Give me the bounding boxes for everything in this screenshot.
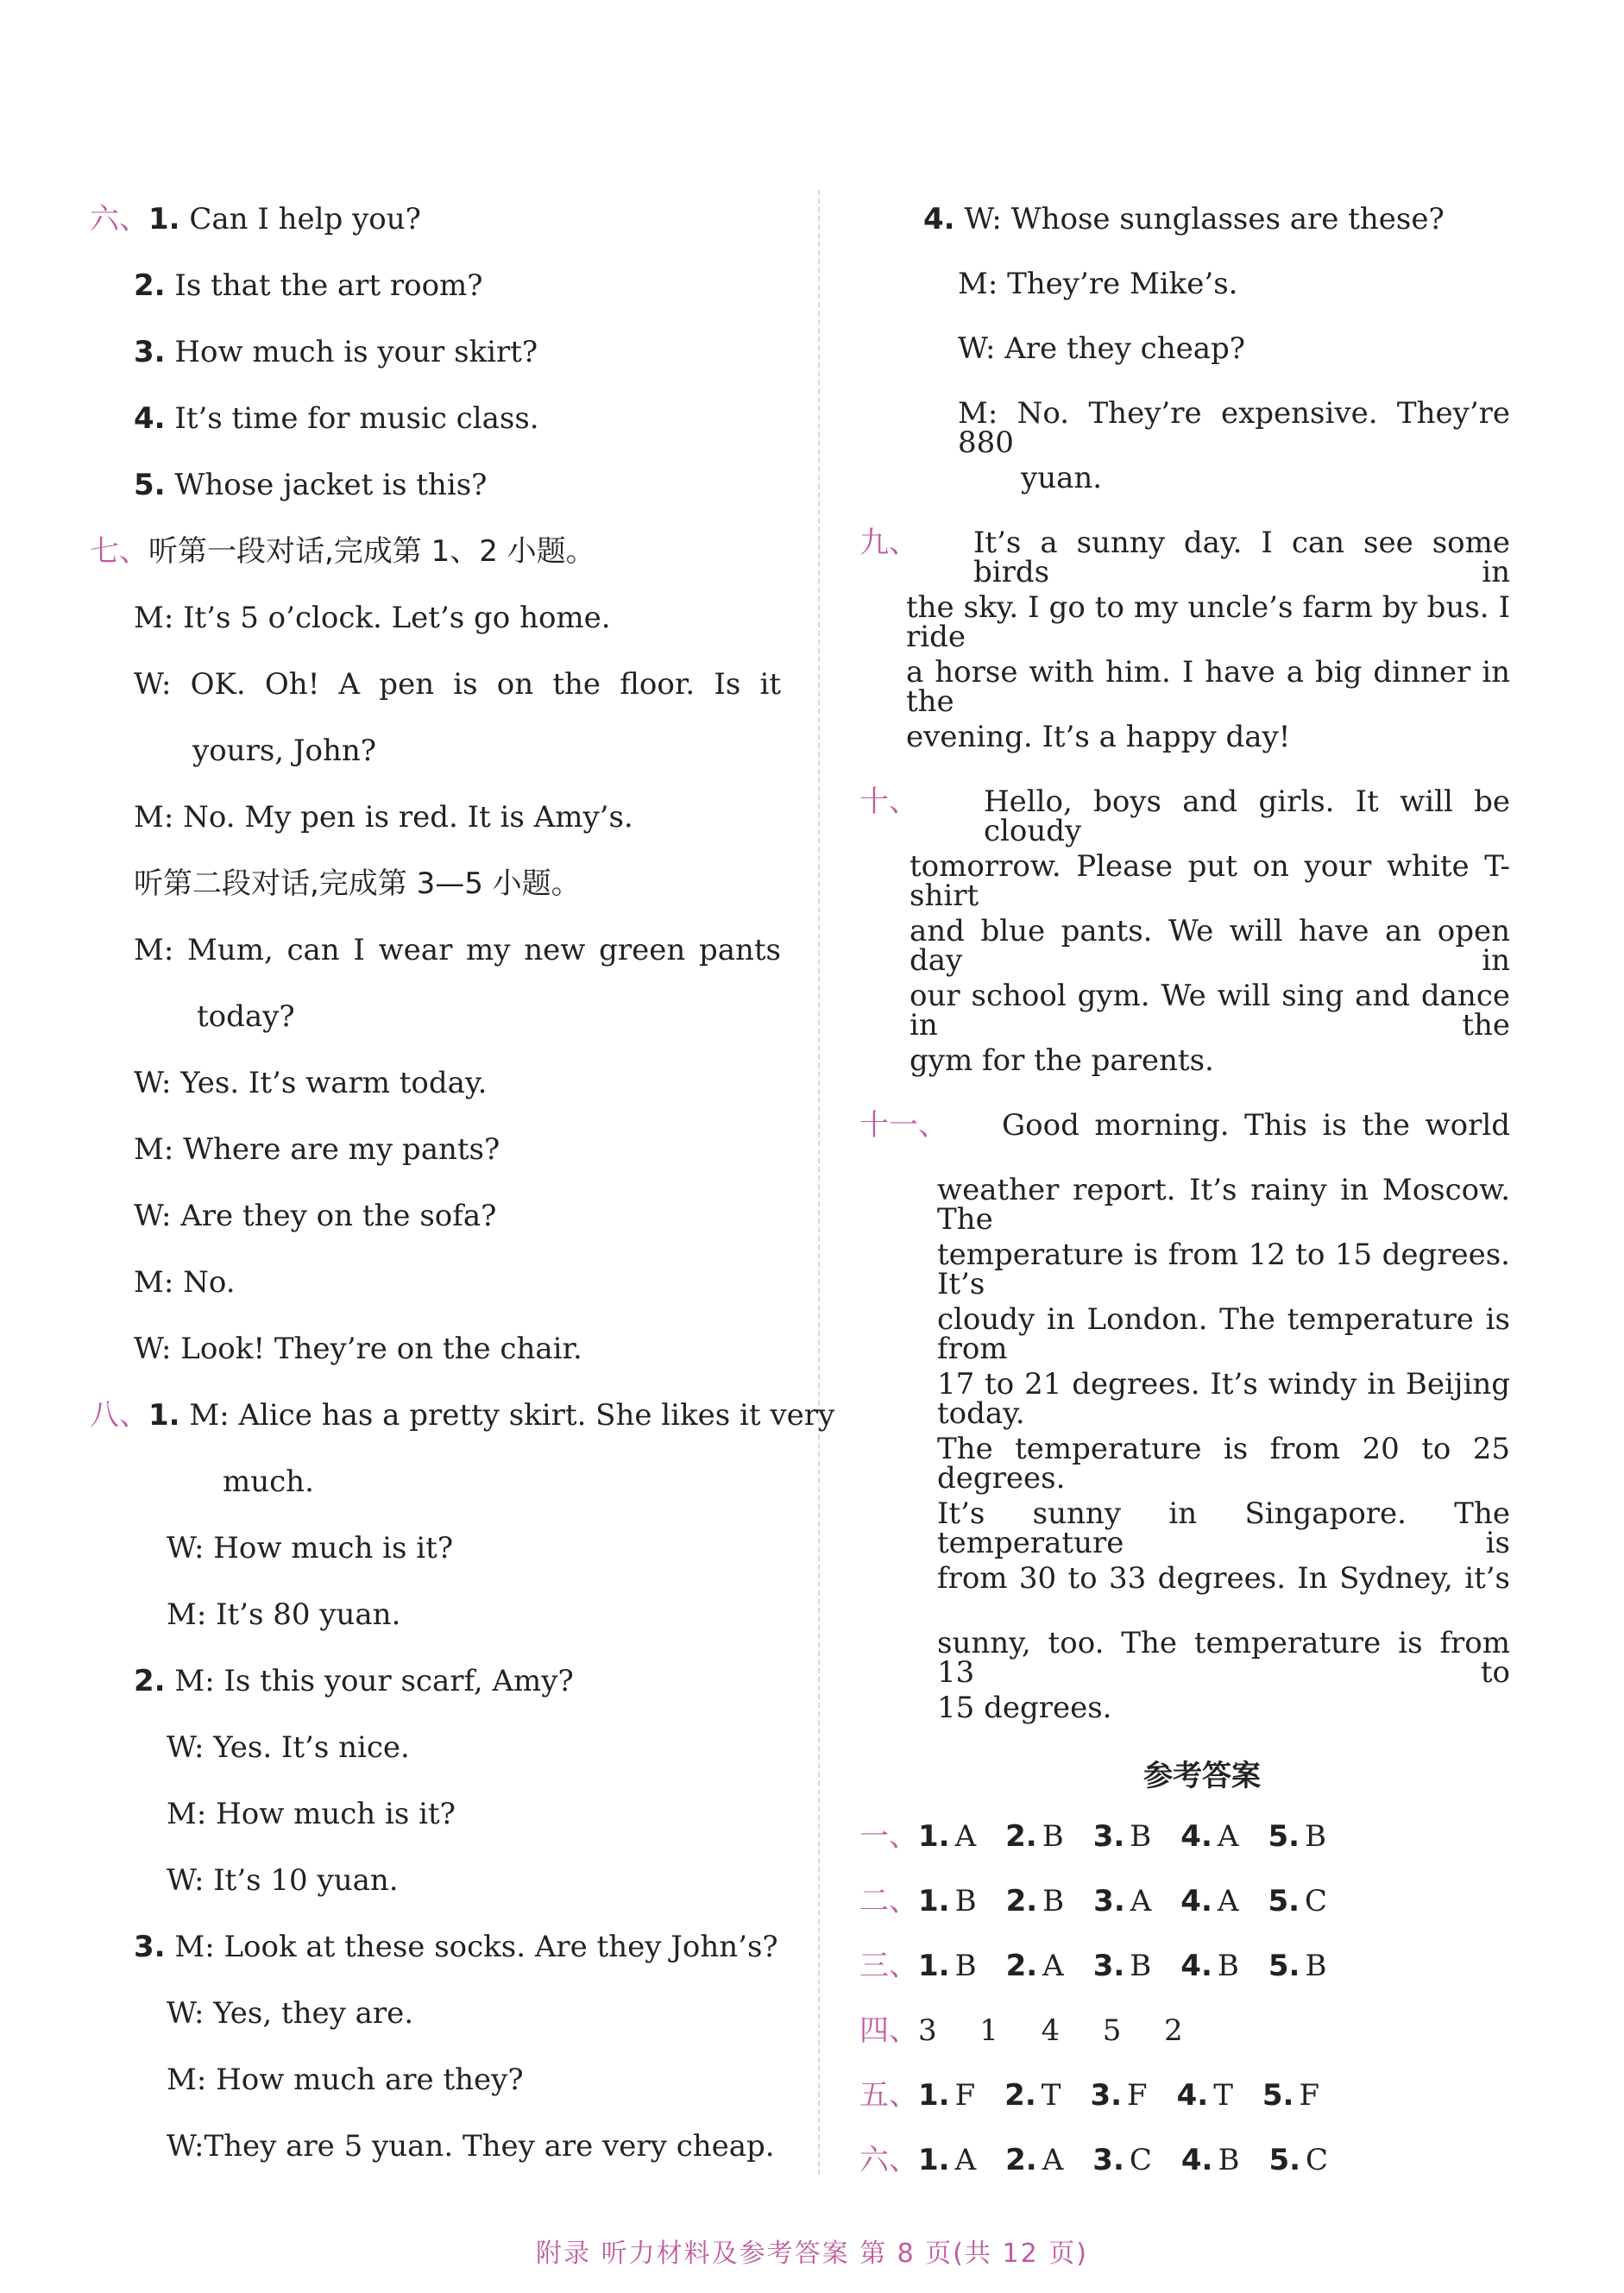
- s7-dialog-line: M: Mum, can I wear my new green pants: [134, 933, 781, 967]
- s7-instruction-1: 七、听第一段对话,完成第 1、2 小题。: [90, 534, 595, 569]
- section-marker: 十一、: [859, 1108, 947, 1143]
- s6-item-3: 3. How much is your skirt?: [134, 335, 538, 369]
- s8-q1-line: M: It’s 80 yuan.: [167, 1597, 401, 1632]
- section-marker: 七、: [90, 534, 148, 569]
- s7-dialog-line: M: Where are my pants?: [134, 1132, 500, 1167]
- s7-dialog-line: yours, John?: [192, 734, 377, 768]
- s8-q4-line: M: No. They’re expensive. They’re 880: [958, 396, 1510, 460]
- answer-row: 三、1. B 2. A 3. B 4. B 5. B: [859, 1949, 1327, 1983]
- column-divider: [818, 190, 820, 2175]
- section-marker: 八、: [90, 1398, 148, 1433]
- answer-row: 一、1. A 2. B 3. B 4. A 5. B: [859, 1819, 1327, 1854]
- s8-q4-line: yuan.: [1021, 461, 1103, 495]
- s8-q2-line: 2. M: Is this your scarf, Amy?: [134, 1664, 574, 1698]
- s6-item-2: 2. Is that the art room?: [134, 268, 483, 303]
- s8-q1-line: W: How much is it?: [167, 1531, 454, 1565]
- section-marker: 十、: [859, 784, 918, 819]
- s8-q1-line: much.: [223, 1465, 314, 1499]
- s11-line: 15 degrees.: [937, 1691, 1112, 1725]
- s7-dialog-line: W: OK. Oh! A pen is on the floor. Is it: [134, 667, 781, 702]
- s7-dialog-line: W: Look! They’re on the chair.: [134, 1332, 582, 1366]
- s8-q3-line: 3. M: Look at these socks. Are they John’s?: [134, 1930, 778, 1964]
- s8-q3-line: W: Yes, they are.: [167, 1996, 414, 2031]
- s8-q3-line: W:They are 5 yuan. They are very cheap.: [167, 2129, 775, 2164]
- section-marker: 九、: [859, 526, 918, 560]
- s6-item-4: 4. It’s time for music class.: [134, 401, 539, 436]
- s8-q3-line: M: How much are they?: [167, 2063, 524, 2097]
- answer-row: 二、1. B 2. B 3. A 4. A 5. C: [859, 1884, 1328, 1918]
- s11-line: cloudy in London. The temperature is from: [937, 1302, 1510, 1366]
- s7-instruction-2: 听第二段对话,完成第 3—5 小题。: [134, 866, 581, 901]
- s8-q1-line: 八、1. M: Alice has a pretty skirt. She likes it very: [90, 1398, 835, 1433]
- s7-dialog-line: W: Are they on the sofa?: [134, 1199, 497, 1233]
- answers-title: 参考答案: [1143, 1759, 1261, 1793]
- s7-dialog-line: today?: [197, 999, 295, 1034]
- s11-line: 17 to 21 degrees. It’s windy in Beijing today.: [937, 1367, 1510, 1431]
- s8-q2-line: W: Yes. It’s nice.: [167, 1730, 410, 1765]
- answer-row: 六、1. A 2. A 3. C 4. B 5. C: [859, 2143, 1329, 2177]
- s7-dialog-line: M: No.: [134, 1265, 236, 1300]
- answer-row: 四、3 1 4 5 2: [859, 2013, 1183, 2048]
- s9-line: the sky. I go to my uncle’s farm by bus. I ride: [906, 590, 1510, 654]
- s6-item-1: 六、1. Can I help you?: [90, 202, 421, 236]
- s7-dialog-line: M: No. My pen is red. It is Amy’s.: [134, 800, 633, 835]
- s11-line: sunny, too. The temperature is from 13 to: [937, 1626, 1510, 1690]
- s11-line: temperature is from 12 to 15 degrees. It’s: [937, 1238, 1510, 1301]
- s10-line: tomorrow. Please put on your white T-shirt: [910, 849, 1510, 913]
- s9-line: It’s a sunny day. I can see some birds in: [973, 526, 1510, 589]
- s11-line: The temperature is from 20 to 25 degrees.: [937, 1432, 1510, 1496]
- s10-line: gym for the parents.: [910, 1043, 1214, 1078]
- answer-row: 五、1. F 2. T 3. F 4. T 5. F: [859, 2078, 1320, 2113]
- s11-line: It’s sunny in Singapore. The temperature is: [937, 1496, 1510, 1560]
- s10-line: our school gym. We will sing and dance in the: [910, 979, 1510, 1043]
- s9-line: evening. It’s a happy day!: [906, 720, 1291, 754]
- s11-line: weather report. It’s rainy in Moscow. The: [937, 1173, 1510, 1237]
- s8-q2-line: W: It’s 10 yuan.: [167, 1863, 399, 1898]
- s8-q4-line: W: Are they cheap?: [958, 331, 1246, 366]
- s10-line: Hello, boys and girls. It will be cloudy: [984, 784, 1510, 848]
- s8-q4-line: M: They’re Mike’s.: [958, 267, 1238, 301]
- s7-dialog-line: M: It’s 5 o’clock. Let’s go home.: [134, 601, 611, 635]
- s8-q4-line: 4. W: Whose sunglasses are these?: [923, 202, 1445, 236]
- s7-dialog-line: W: Yes. It’s warm today.: [134, 1066, 488, 1100]
- s10-line: and blue pants. We will have an open day in: [910, 914, 1510, 978]
- page-footer: 附录 听力材料及参考答案 第 8 页(共 12 页): [536, 2239, 1088, 2269]
- s11-line: Good morning. This is the world: [1002, 1108, 1510, 1143]
- s11-line: from 30 to 33 degrees. In Sydney, it’s: [937, 1561, 1510, 1596]
- s9-line: a horse with him. I have a big dinner in the: [906, 655, 1510, 719]
- section-marker: 六、: [90, 202, 148, 236]
- s8-q2-line: M: How much is it?: [167, 1797, 456, 1831]
- s6-item-5: 5. Whose jacket is this?: [134, 468, 488, 502]
